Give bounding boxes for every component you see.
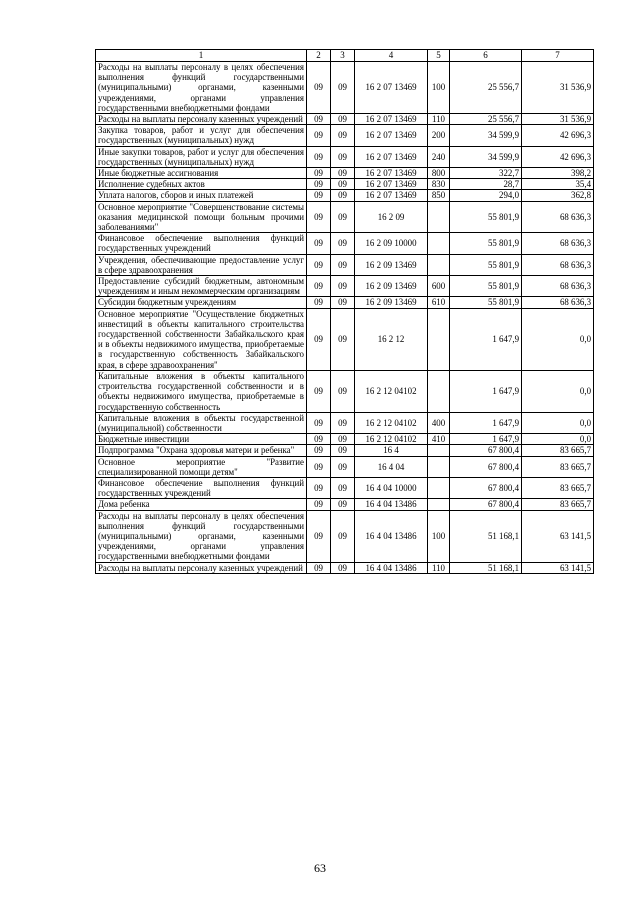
section-code: 09 bbox=[307, 146, 331, 167]
subsection-code: 09 bbox=[331, 62, 355, 114]
item-name: Капитальные вложения в объекты государственной (муниципальной) собственности bbox=[96, 412, 307, 433]
header-cell: 6 bbox=[450, 50, 522, 62]
target-article-code: 16 4 04 13486 bbox=[355, 562, 428, 573]
target-article-code: 16 2 07 13469 bbox=[355, 125, 428, 146]
subsection-code: 09 bbox=[331, 254, 355, 275]
table-row bbox=[96, 201, 594, 233]
header-cell: 7 bbox=[522, 50, 594, 62]
section-code: 09 bbox=[307, 562, 331, 573]
table-row bbox=[96, 114, 594, 125]
target-article-code: 16 4 04 13486 bbox=[355, 499, 428, 510]
item-name: Расходы на выплаты персоналу в целях обеспечения выполнения функций государственными (муниципальными) органами, казенными учреждениями, органами управления государственными внебюджетными фондами bbox=[96, 62, 307, 114]
amount-year-2: 42 696,3 bbox=[522, 146, 594, 167]
amount-year-2: 35,4 bbox=[522, 179, 594, 190]
section-code: 09 bbox=[307, 114, 331, 125]
header-cell: 5 bbox=[428, 50, 450, 62]
expense-type-code: 400 bbox=[428, 412, 450, 433]
page-number: 63 bbox=[314, 861, 326, 875]
amount-year-1: 34 599,9 bbox=[450, 125, 522, 146]
target-article-code: 16 2 09 10000 bbox=[355, 233, 428, 254]
item-name: Уплата налогов, сборов и иных платежей bbox=[96, 190, 307, 201]
expense-type-code: 830 bbox=[428, 179, 450, 190]
item-name: Бюджетные инвестиции bbox=[96, 434, 307, 445]
table-row bbox=[96, 297, 594, 308]
item-name: Учреждения, обеспечивающие предоставление услуг в сфере здравоохранения bbox=[96, 254, 307, 275]
table-row bbox=[96, 62, 594, 114]
table-row bbox=[96, 308, 594, 370]
amount-year-2: 83 665,7 bbox=[522, 445, 594, 456]
subsection-code: 09 bbox=[331, 276, 355, 297]
expense-type-code bbox=[428, 370, 450, 412]
amount-year-1: 55 801,9 bbox=[450, 254, 522, 275]
table-row bbox=[96, 562, 594, 573]
table-row bbox=[96, 125, 594, 146]
header-cell: 3 bbox=[331, 50, 355, 62]
section-code: 09 bbox=[307, 201, 331, 233]
amount-year-1: 51 168,1 bbox=[450, 562, 522, 573]
table-row bbox=[96, 434, 594, 445]
expense-type-code bbox=[428, 254, 450, 275]
table-row bbox=[96, 499, 594, 510]
table-row bbox=[96, 168, 594, 179]
expense-type-code bbox=[428, 456, 450, 477]
section-code: 09 bbox=[307, 477, 331, 498]
amount-year-1: 34 599,9 bbox=[450, 146, 522, 167]
header-cell: 2 bbox=[307, 50, 331, 62]
subsection-code: 09 bbox=[331, 297, 355, 308]
section-code: 09 bbox=[307, 62, 331, 114]
target-article-code: 16 2 07 13469 bbox=[355, 168, 428, 179]
item-name: Субсидии бюджетным учреждениям bbox=[96, 297, 307, 308]
amount-year-2: 398,2 bbox=[522, 168, 594, 179]
target-article-code: 16 2 09 13469 bbox=[355, 254, 428, 275]
expense-type-code: 800 bbox=[428, 168, 450, 179]
subsection-code: 09 bbox=[331, 168, 355, 179]
amount-year-2: 63 141,5 bbox=[522, 510, 594, 562]
expense-type-code bbox=[428, 201, 450, 233]
item-name: Финансовое обеспечение выполнения функций государственных учреждений bbox=[96, 233, 307, 254]
amount-year-2: 68 636,3 bbox=[522, 276, 594, 297]
header-cell: 1 bbox=[96, 50, 307, 62]
section-code: 09 bbox=[307, 254, 331, 275]
amount-year-1: 1 647,9 bbox=[450, 434, 522, 445]
table-row bbox=[96, 445, 594, 456]
target-article-code: 16 2 09 13469 bbox=[355, 297, 428, 308]
target-article-code: 16 2 09 bbox=[355, 201, 428, 233]
subsection-code: 09 bbox=[331, 456, 355, 477]
target-article-code: 16 2 07 13469 bbox=[355, 114, 428, 125]
target-article-code: 16 2 12 04102 bbox=[355, 434, 428, 445]
amount-year-1: 55 801,9 bbox=[450, 201, 522, 233]
item-name: Дома ребенка bbox=[96, 499, 307, 510]
item-name: Основное мероприятие "Развитие специализированной помощи детям" bbox=[96, 456, 307, 477]
expense-type-code: 110 bbox=[428, 562, 450, 573]
amount-year-2: 68 636,3 bbox=[522, 297, 594, 308]
section-code: 09 bbox=[307, 297, 331, 308]
table-row bbox=[96, 233, 594, 254]
table-row bbox=[96, 456, 594, 477]
target-article-code: 16 2 09 13469 bbox=[355, 276, 428, 297]
item-name: Основное мероприятие "Совершенствование системы оказания медицинской помощи больным прочими заболеваниями" bbox=[96, 201, 307, 233]
item-name: Расходы на выплаты персоналу казенных учреждений bbox=[96, 562, 307, 573]
expense-type-code: 100 bbox=[428, 62, 450, 114]
subsection-code: 09 bbox=[331, 308, 355, 370]
amount-year-1: 51 168,1 bbox=[450, 510, 522, 562]
table-row bbox=[96, 370, 594, 412]
target-article-code: 16 2 12 04102 bbox=[355, 412, 428, 433]
table-row bbox=[96, 477, 594, 498]
subsection-code: 09 bbox=[331, 233, 355, 254]
amount-year-2: 83 665,7 bbox=[522, 456, 594, 477]
section-code: 09 bbox=[307, 276, 331, 297]
expense-type-code bbox=[428, 233, 450, 254]
item-name: Подпрограмма "Охрана здоровья матери и ребенка" bbox=[96, 445, 307, 456]
target-article-code: 16 2 07 13469 bbox=[355, 146, 428, 167]
subsection-code: 09 bbox=[331, 201, 355, 233]
amount-year-2: 63 141,5 bbox=[522, 562, 594, 573]
table-row bbox=[96, 412, 594, 433]
expense-type-code: 600 bbox=[428, 276, 450, 297]
amount-year-1: 1 647,9 bbox=[450, 308, 522, 370]
subsection-code: 09 bbox=[331, 477, 355, 498]
expense-type-code bbox=[428, 445, 450, 456]
amount-year-1: 55 801,9 bbox=[450, 276, 522, 297]
target-article-code: 16 4 04 13486 bbox=[355, 510, 428, 562]
table-row bbox=[96, 146, 594, 167]
table-row bbox=[96, 276, 594, 297]
section-code: 09 bbox=[307, 434, 331, 445]
item-name: Закупка товаров, работ и услуг для обеспечения государственных (муниципальных) нужд bbox=[96, 125, 307, 146]
amount-year-2: 42 696,3 bbox=[522, 125, 594, 146]
expense-type-code: 200 bbox=[428, 125, 450, 146]
expense-type-code bbox=[428, 308, 450, 370]
header-cell: 4 bbox=[355, 50, 428, 62]
amount-year-2: 0,0 bbox=[522, 434, 594, 445]
target-article-code: 16 2 12 bbox=[355, 308, 428, 370]
amount-year-2: 68 636,3 bbox=[522, 254, 594, 275]
subsection-code: 09 bbox=[331, 146, 355, 167]
section-code: 09 bbox=[307, 308, 331, 370]
target-article-code: 16 2 12 04102 bbox=[355, 370, 428, 412]
expense-type-code: 240 bbox=[428, 146, 450, 167]
subsection-code: 09 bbox=[331, 499, 355, 510]
amount-year-2: 0,0 bbox=[522, 308, 594, 370]
expense-type-code bbox=[428, 477, 450, 498]
section-code: 09 bbox=[307, 179, 331, 190]
expense-type-code bbox=[428, 499, 450, 510]
subsection-code: 09 bbox=[331, 434, 355, 445]
table-row bbox=[96, 254, 594, 275]
subsection-code: 09 bbox=[331, 445, 355, 456]
amount-year-1: 67 800,4 bbox=[450, 499, 522, 510]
amount-year-1: 67 800,4 bbox=[450, 445, 522, 456]
item-name: Основное мероприятие "Осуществление бюджетных инвестиций в объекты капитального строительства государственной собственности Забайкальского края и в объекты недвижимого имущества, приобретаемые в государственную собственность Забайкальского края, в сфере здравоохранения" bbox=[96, 308, 307, 370]
section-code: 09 bbox=[307, 233, 331, 254]
section-code: 09 bbox=[307, 510, 331, 562]
target-article-code: 16 2 07 13469 bbox=[355, 62, 428, 114]
table-row bbox=[96, 510, 594, 562]
amount-year-1: 1 647,9 bbox=[450, 370, 522, 412]
subsection-code: 09 bbox=[331, 370, 355, 412]
header-row bbox=[96, 50, 594, 62]
section-code: 09 bbox=[307, 168, 331, 179]
subsection-code: 09 bbox=[331, 125, 355, 146]
item-name: Расходы на выплаты персоналу казенных учреждений bbox=[96, 114, 307, 125]
section-code: 09 bbox=[307, 190, 331, 201]
section-code: 09 bbox=[307, 499, 331, 510]
amount-year-2: 31 536,9 bbox=[522, 62, 594, 114]
amount-year-2: 362,8 bbox=[522, 190, 594, 201]
subsection-code: 09 bbox=[331, 562, 355, 573]
section-code: 09 bbox=[307, 456, 331, 477]
target-article-code: 16 4 04 10000 bbox=[355, 477, 428, 498]
subsection-code: 09 bbox=[331, 510, 355, 562]
subsection-code: 09 bbox=[331, 114, 355, 125]
target-article-code: 16 2 07 13469 bbox=[355, 179, 428, 190]
expense-type-code: 110 bbox=[428, 114, 450, 125]
item-name: Иные бюджетные ассигнования bbox=[96, 168, 307, 179]
amount-year-1: 322,7 bbox=[450, 168, 522, 179]
amount-year-2: 83 665,7 bbox=[522, 499, 594, 510]
amount-year-2: 0,0 bbox=[522, 370, 594, 412]
amount-year-2: 0,0 bbox=[522, 412, 594, 433]
expense-type-code: 410 bbox=[428, 434, 450, 445]
subsection-code: 09 bbox=[331, 190, 355, 201]
amount-year-1: 67 800,4 bbox=[450, 456, 522, 477]
item-name: Финансовое обеспечение выполнения функций государственных учреждений bbox=[96, 477, 307, 498]
expense-type-code: 100 bbox=[428, 510, 450, 562]
amount-year-1: 1 647,9 bbox=[450, 412, 522, 433]
amount-year-1: 28,7 bbox=[450, 179, 522, 190]
target-article-code: 16 2 07 13469 bbox=[355, 190, 428, 201]
target-article-code: 16 4 bbox=[355, 445, 428, 456]
amount-year-2: 68 636,3 bbox=[522, 233, 594, 254]
budget-table bbox=[95, 49, 594, 574]
subsection-code: 09 bbox=[331, 179, 355, 190]
item-name: Расходы на выплаты персоналу в целях обеспечения выполнения функций государственными (муниципальными) органами, казенными учреждениями, органами управления государственными внебюджетными фондами bbox=[96, 510, 307, 562]
amount-year-1: 67 800,4 bbox=[450, 477, 522, 498]
item-name: Иные закупки товаров, работ и услуг для обеспечения государственных (муниципальных) нужд bbox=[96, 146, 307, 167]
table-row bbox=[96, 190, 594, 201]
budget-table-wrapper bbox=[95, 49, 593, 574]
amount-year-1: 294,0 bbox=[450, 190, 522, 201]
item-name: Предоставление субсидий бюджетным, автономным учреждениям и иным некоммерческим организациям bbox=[96, 276, 307, 297]
amount-year-1: 25 556,7 bbox=[450, 62, 522, 114]
expense-type-code: 610 bbox=[428, 297, 450, 308]
amount-year-2: 31 536,9 bbox=[522, 114, 594, 125]
section-code: 09 bbox=[307, 445, 331, 456]
expense-type-code: 850 bbox=[428, 190, 450, 201]
table-row bbox=[96, 179, 594, 190]
amount-year-1: 55 801,9 bbox=[450, 297, 522, 308]
subsection-code: 09 bbox=[331, 412, 355, 433]
amount-year-2: 83 665,7 bbox=[522, 477, 594, 498]
section-code: 09 bbox=[307, 125, 331, 146]
amount-year-1: 55 801,9 bbox=[450, 233, 522, 254]
section-code: 09 bbox=[307, 412, 331, 433]
amount-year-2: 68 636,3 bbox=[522, 201, 594, 233]
section-code: 09 bbox=[307, 370, 331, 412]
amount-year-1: 25 556,7 bbox=[450, 114, 522, 125]
item-name: Капитальные вложения в объекты капитального строительства государственной собственности и в объекты недвижимого имущества, приобретаемые в государственную собственность bbox=[96, 370, 307, 412]
target-article-code: 16 4 04 bbox=[355, 456, 428, 477]
item-name: Исполнение судебных актов bbox=[96, 179, 307, 190]
